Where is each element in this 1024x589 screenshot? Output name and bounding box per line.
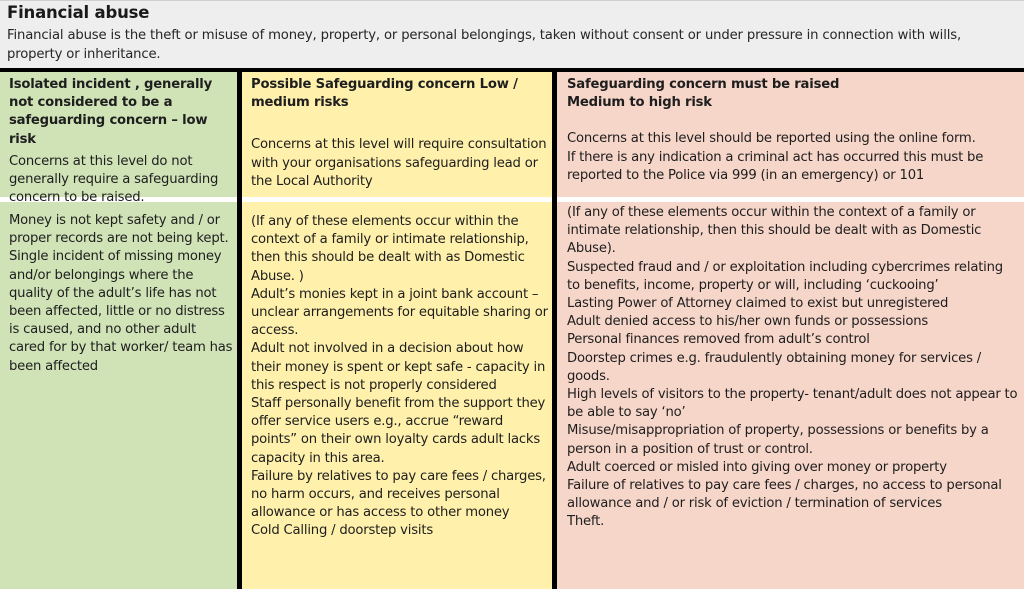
- list-item: Suspected fraud and / or exploitation including cybercrimes relating to benefits, income, property or will, including ‘cuckooing’: [567, 259, 1003, 293]
- header-band: [0, 0, 1024, 68]
- list-item: Failure of relatives to pay care fees / charges, no access to personal allowance and / or risk of eviction / termination of services: [567, 478, 1002, 512]
- list-item: (If any of these elements occur within the context of a family or intimate relationship, then this should be dealt with as Domestic Abuse. ): [251, 214, 529, 284]
- list-item: Misuse/misappropriation of property, possessions or benefits by a person in a position of trust or control.: [567, 423, 989, 457]
- spacer: [251, 112, 547, 136]
- medium-risk-examples: [251, 213, 549, 541]
- spacer: [567, 112, 1019, 130]
- list-item: Adult coerced or misled into giving over money or property: [567, 459, 947, 475]
- low-risk-header-cell: [9, 76, 231, 207]
- list-item: High levels of visitors to the property- tenant/adult does not appear to be able to say ‘no’: [567, 387, 1018, 421]
- list-item: Adult denied access to his/her own funds or possessions: [567, 314, 929, 330]
- medium-risk-guidance: Concerns at this level will require consultation with your organisations safeguarding lead or the Local Authority: [251, 137, 547, 189]
- low-risk-examples: [9, 212, 234, 376]
- high-risk-header-cell: [567, 76, 1019, 185]
- row-divider-joint: [552, 197, 557, 202]
- list-item: Theft.: [567, 514, 605, 530]
- list-item: Doorstep crimes e.g. fraudulently obtaining money for services / goods.: [567, 350, 981, 384]
- low-risk-heading: Isolated incident , generally not considered to be a safeguarding concern – low risk: [9, 77, 212, 147]
- list-item: Adult not involved in a decision about how their money is spent or kept safe - capacity in this respect is not properly considered: [251, 341, 546, 393]
- list-item: Staff personally benefit from the support they offer service users e.g., accrue “reward points” on their own loyalty cards adult lacks capacity in this area.: [251, 396, 546, 466]
- page-description: Financial abuse is the theft or misuse of money, property, or personal belongings, taken without consent or under pressure in connection with wills, property or inheritance.: [7, 28, 961, 62]
- page-title: Financial abuse: [7, 3, 150, 22]
- list-item: Single incident of missing money and/or belongings where the quality of the adult’s life has not been affected, little or no distress is caused, and no other adult cared for by that worker/ team has been affected: [9, 249, 233, 374]
- low-risk-guidance: Concerns at this level do not generally require a safeguarding concern to be raised.: [9, 153, 219, 206]
- column-divider: [552, 72, 557, 589]
- list-item: Lasting Power of Attorney claimed to exist but unregistered: [567, 296, 949, 312]
- high-risk-heading-line1: Safeguarding concern must be raised: [567, 77, 840, 92]
- medium-risk-header-cell: [251, 76, 547, 191]
- high-risk-guidance-line2: If there is any indication a criminal act has occurred this must be reported to the Police via 999 (in an emergency) or 101: [567, 149, 984, 183]
- high-risk-heading-line2: Medium to high risk: [567, 95, 712, 111]
- list-item: Failure by relatives to pay care fees / charges, no harm occurs, and receives personal allowance or has access to other money: [251, 468, 546, 521]
- high-risk-guidance-line1: Concerns at this level should be reported using the online form.: [567, 131, 976, 147]
- list-item: Adult’s monies kept in a joint bank account – unclear arrangements for equitable sharing or access.: [251, 286, 548, 339]
- list-item: Money is not kept safety and / or proper records are not being kept.: [9, 213, 229, 247]
- list-item: Personal finances removed from adult’s control: [567, 332, 870, 348]
- column-divider: [237, 72, 242, 589]
- high-risk-examples: [567, 204, 1019, 532]
- list-item: (If any of these elements occur within the context of a family or intimate relationship, then this should be dealt with as Domestic Abuse).: [567, 205, 982, 257]
- medium-risk-heading: Possible Safeguarding concern Low / medium risks: [251, 77, 518, 111]
- row-divider-joint: [237, 197, 242, 202]
- list-item: Cold Calling / doorstep visits: [251, 523, 434, 539]
